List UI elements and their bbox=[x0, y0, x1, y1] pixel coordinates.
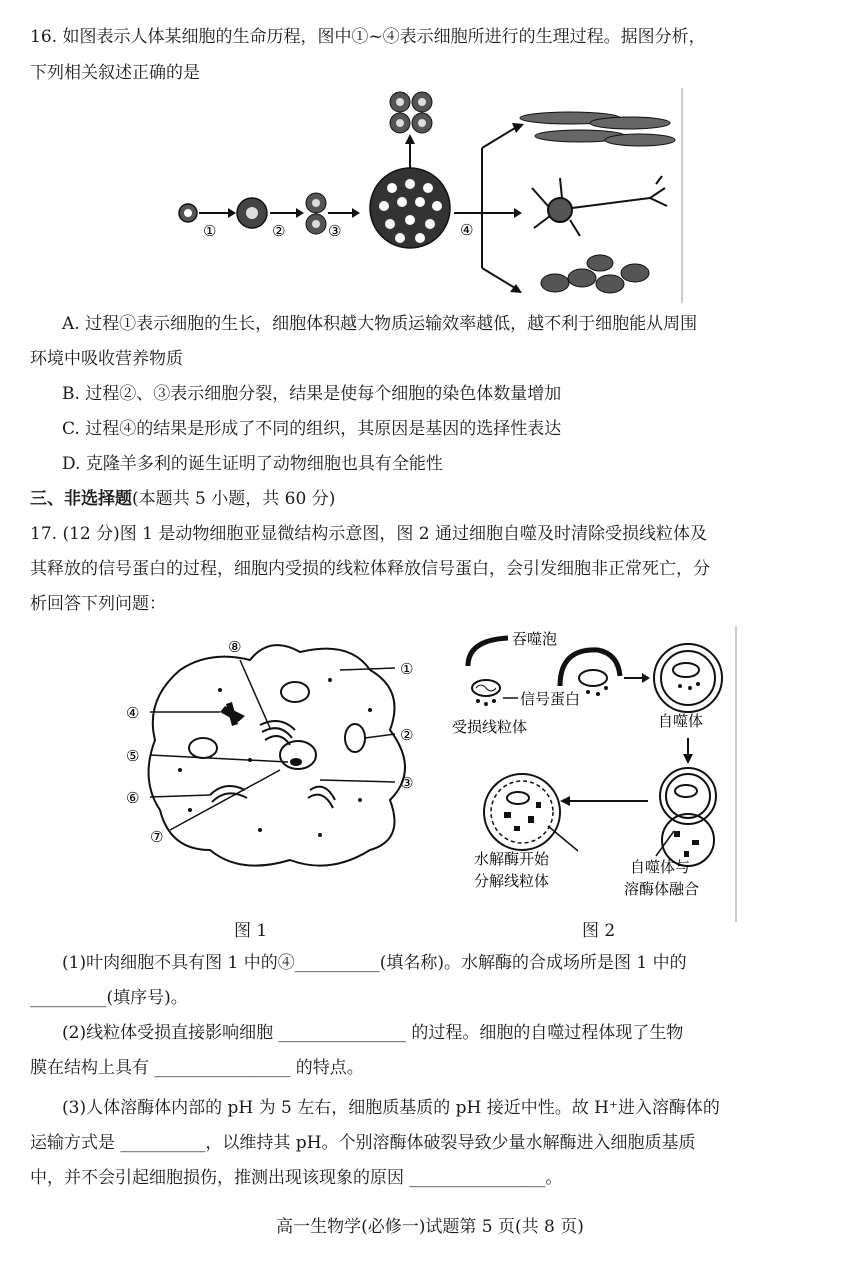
q17-figure1 bbox=[120, 630, 430, 900]
fig1-label-1: ① bbox=[400, 660, 414, 678]
autophagosome-shape bbox=[654, 644, 722, 712]
label-2: ② bbox=[272, 222, 286, 240]
label-4: ④ bbox=[460, 221, 474, 239]
blood-cells bbox=[541, 255, 649, 293]
fusion-shape bbox=[660, 768, 716, 866]
q17-part3-line1: (3)人体溶酶体内部的 pH 为 5 左右，细胞质基质的 pH 接近中性。故 H⁺进入溶酶体的 bbox=[62, 1098, 720, 1118]
phagophore-shape bbox=[468, 638, 508, 666]
q17-figure2 bbox=[448, 626, 740, 922]
cell-cluster bbox=[370, 168, 450, 248]
q17-stem-line2: 其释放的信号蛋白的过程，细胞内受损的线粒体释放信号蛋白，会引发细胞非正常死亡，分 bbox=[30, 559, 710, 579]
fig1-label-8: ⑧ bbox=[228, 638, 242, 656]
q17-part3-line2: 运输方式是 __________，以维持其 pH。个别溶酶体破裂导致少量水解酶进入细胞质基质 bbox=[30, 1133, 696, 1153]
q16-stem-line2: 下列相关叙述正确的是 bbox=[30, 63, 200, 83]
section3-note: (本题共 5 小题，共 60 分) bbox=[132, 489, 336, 509]
fig2-signal-protein: 信号蛋白 bbox=[520, 690, 581, 708]
fig1-label-3: ③ bbox=[400, 774, 414, 792]
fig2-autophagosome: 自噬体 bbox=[658, 712, 704, 730]
q16-stem-line1: 16. 如图表示人体某细胞的生命历程，图中①~④表示细胞所进行的生理过程。据图分析， bbox=[30, 27, 706, 47]
fig2-damaged-mito: 受损线粒体 bbox=[452, 718, 528, 736]
section3-title: 三、非选择题 bbox=[30, 489, 132, 509]
cell-membrane bbox=[149, 645, 405, 866]
q17-part1-line2: _________(填序号)。 bbox=[30, 988, 188, 1008]
q17-part2-line2: 膜在结构上具有 ________________ 的特点。 bbox=[30, 1058, 364, 1078]
fig2-fusion-line1: 自噬体与 bbox=[630, 858, 691, 876]
label-1: ① bbox=[203, 222, 217, 240]
q17-part1-line1: (1)叶肉细胞不具有图 1 中的④__________(填名称)。水解酶的合成场所是图 1 中的 bbox=[62, 953, 687, 973]
fig1-label-5: ⑤ bbox=[126, 747, 140, 765]
nucleus bbox=[280, 741, 316, 769]
four-cells bbox=[390, 92, 432, 133]
section3-heading bbox=[30, 486, 335, 512]
q16-option-d: D. 克隆羊多利的诞生证明了动物细胞也具有全能性 bbox=[62, 454, 443, 474]
centriole-icon bbox=[220, 702, 245, 726]
golgi bbox=[210, 721, 335, 808]
q17-part2-line1: (2)线粒体受损直接影响细胞 _______________ 的过程。细胞的自噬过程体现了生物 bbox=[62, 1023, 684, 1043]
label-3: ③ bbox=[328, 222, 342, 240]
q17-stem-line3: 析回答下列问题： bbox=[30, 594, 166, 614]
fig1-label-2: ② bbox=[400, 726, 414, 744]
q16-option-b: B. 过程②、③表示细胞分裂，结果是使每个细胞的染色体数量增加 bbox=[62, 384, 562, 404]
fig2-caption: 图 2 bbox=[582, 921, 616, 941]
fig2-phagophore: 吞噬泡 bbox=[512, 630, 558, 648]
muscle-cells bbox=[520, 112, 675, 146]
neuron-cell bbox=[532, 176, 667, 236]
fig1-label-4: ④ bbox=[126, 704, 140, 722]
grown-cell bbox=[237, 198, 267, 228]
lysosome-digesting-shape bbox=[484, 774, 560, 850]
page-footer: 高一生物学(必修一)试题第 5 页(共 8 页) bbox=[276, 1217, 584, 1237]
q16-option-c: C. 过程④的结果是形成了不同的组织，其原因是基因的选择性表达 bbox=[62, 419, 562, 439]
zygote-cell bbox=[179, 204, 197, 222]
q17-stem-line1: 17. (12 分)图 1 是动物细胞亚显微结构示意图，图 2 通过细胞自噬及时清除受损线粒体及 bbox=[30, 524, 707, 544]
fig1-caption: 图 1 bbox=[234, 921, 268, 941]
fig2-fusion-line2: 溶酶体融合 bbox=[624, 880, 700, 898]
fig2-hydrolase-line1: 水解酶开始 bbox=[474, 850, 550, 868]
mitochondria bbox=[189, 682, 365, 758]
two-cells bbox=[306, 193, 326, 234]
q17-part3-line3: 中，并不会引起细胞损伤，推测出现该现象的原因 ________________。 bbox=[30, 1168, 563, 1188]
q16-option-a-line1: A. 过程①表示细胞的生长，细胞体积越大物质运输效率越低，越不利于细胞能从周围 bbox=[62, 314, 698, 334]
q16-option-a-line2: 环境中吸收营养物质 bbox=[30, 349, 183, 369]
fig1-label-7: ⑦ bbox=[150, 828, 164, 846]
fig1-label-6: ⑥ bbox=[126, 789, 140, 807]
q16-figure bbox=[170, 88, 690, 303]
fig2-hydrolase-line2: 分解线粒体 bbox=[474, 872, 550, 890]
damaged-mito-shape bbox=[472, 680, 500, 696]
